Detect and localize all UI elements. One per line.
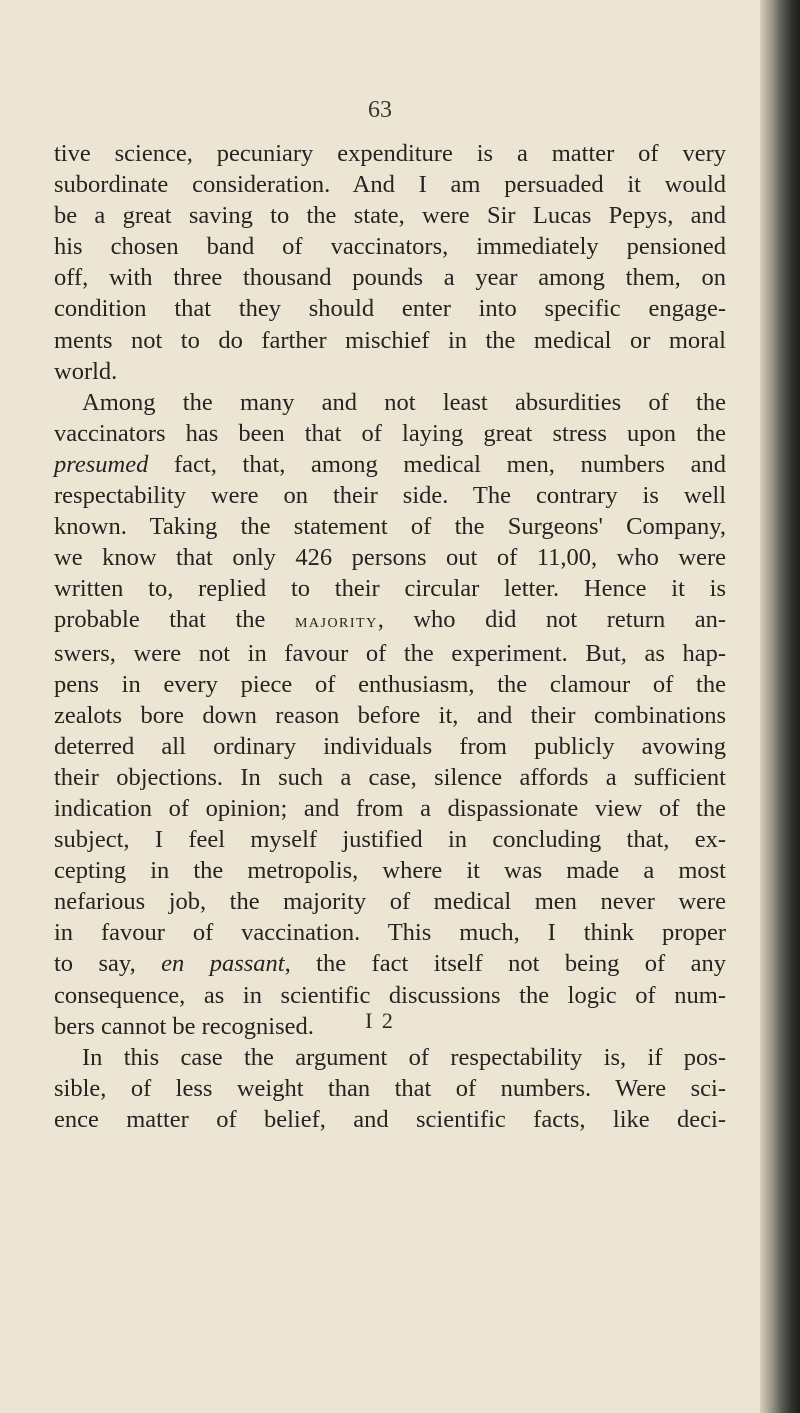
text-line: their objections. In such a case, silence affords a sufficient bbox=[54, 763, 726, 791]
paragraph-start-line: In this case the argument of respectability is, if pos- bbox=[82, 1043, 726, 1071]
text-line: tive science, pecuniary expenditure is a matter of very bbox=[54, 140, 726, 167]
text-line bbox=[54, 948, 726, 979]
body-text bbox=[54, 138, 726, 1135]
text-line: zealots bore down reason before it, and their combinations bbox=[54, 701, 726, 729]
text-line: world. bbox=[54, 357, 118, 385]
text-line: condition that they should enter into specific engage- bbox=[54, 295, 726, 323]
text-line: vaccinators has been that of laying great stress upon the bbox=[54, 419, 726, 447]
text-segment: , the fact itself not being of any bbox=[284, 950, 727, 978]
paragraph-start-line: Among the many and not least absurdities of the bbox=[82, 388, 726, 416]
text-line: be a great saving to the state, were Sir Lucas Pepys, and bbox=[54, 202, 726, 230]
book-edge bbox=[760, 0, 800, 1413]
text-segment: fact, that, among medical men, numbers and bbox=[148, 450, 726, 478]
text-line: swers, were not in favour of the experiment. But, as hap- bbox=[54, 639, 726, 667]
text-segment: to say, bbox=[54, 950, 162, 978]
text-line: subject, I feel myself justified in concluding that, ex- bbox=[54, 826, 726, 854]
text-line: known. Taking the statement of the Surgeons' Company, bbox=[54, 513, 726, 541]
text-line: off, with three thousand pounds a year among them, on bbox=[54, 264, 726, 292]
text-line bbox=[54, 449, 726, 480]
page-number: 63 bbox=[368, 97, 392, 123]
text-line: ments not to do farther mischief in the medical or moral bbox=[54, 326, 726, 354]
text-segment: probable that the bbox=[54, 606, 295, 634]
text-line: cepting in the metropolis, where it was made a most bbox=[54, 857, 726, 885]
signature-mark: I 2 bbox=[365, 1008, 395, 1033]
text-line: bers cannot be recognised. bbox=[54, 1012, 314, 1040]
text-line: nefarious job, the majority of medical men never were bbox=[54, 888, 726, 916]
text-line: his chosen band of vaccinators, immediately pensioned bbox=[54, 233, 726, 261]
text-line: respectability were on their side. The contrary is well bbox=[54, 482, 726, 510]
text-line: sible, of less weight than that of numbers. Were sci- bbox=[54, 1074, 726, 1102]
text-line: written to, replied to their circular letter. Hence it is bbox=[54, 575, 726, 603]
text-line: indication of opinion; and from a dispassionate view of the bbox=[54, 794, 726, 822]
small-caps-text: majority bbox=[294, 610, 378, 633]
text-line: subordinate consideration. And I am persuaded it would bbox=[54, 171, 726, 199]
text-line bbox=[54, 604, 726, 637]
text-line: pens in every piece of enthusiasm, the clamour of the bbox=[54, 670, 726, 698]
text-line: we know that only 426 persons out of 11,00, who were bbox=[54, 544, 726, 572]
text-line: consequence, as in scientific discussions the logic of num- bbox=[54, 981, 726, 1009]
text-line: deterred all ordinary individuals from publicly avowing bbox=[54, 732, 726, 760]
italic-text: presumed bbox=[54, 450, 149, 478]
text-line: in favour of vaccination. This much, I think proper bbox=[54, 919, 726, 947]
text-segment: , who did not return an- bbox=[377, 606, 727, 634]
text-line: ence matter of belief, and scientific facts, like deci- bbox=[54, 1105, 726, 1133]
italic-text: en passant bbox=[161, 950, 285, 978]
